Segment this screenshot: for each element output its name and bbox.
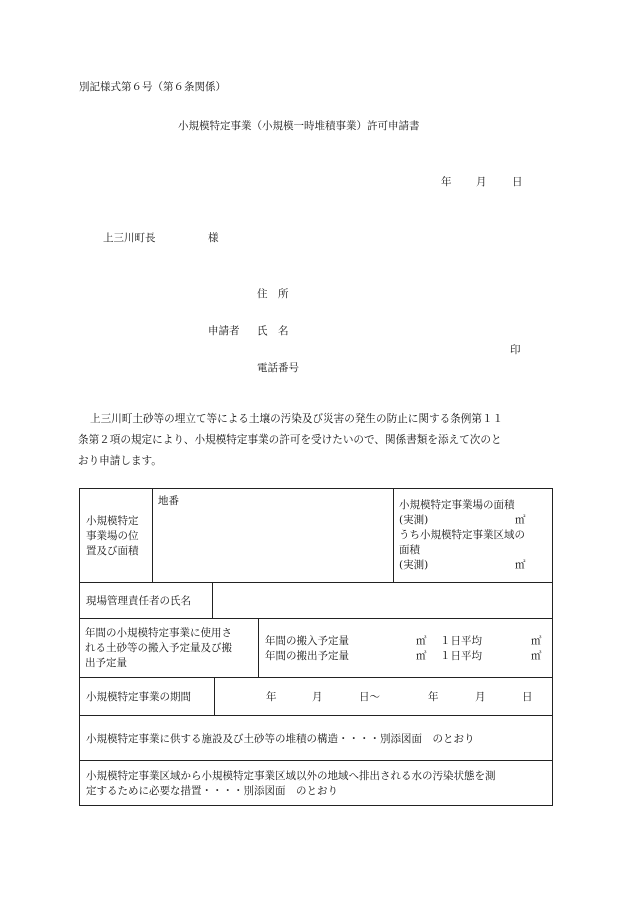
date-day-label: 日 <box>512 176 523 188</box>
location-area-label-cell <box>79 488 153 583</box>
outflow-daily-label: １日平均 <box>440 650 482 662</box>
form-number: 別記様式第６号（第６条関係） <box>79 81 226 93</box>
inflow-daily-label: １日平均 <box>440 635 482 647</box>
location-area-label: 小規模特定 事業場の位 置及び面積 <box>86 515 139 557</box>
manager-name-cell[interactable] <box>212 582 553 619</box>
addressee-name: 上三川町長 <box>103 232 156 244</box>
annual-outflow-unit: ㎥ <box>416 650 427 662</box>
water-measure-text: 小規模特定事業区域から小規模特定事業区域以外の地域へ排出される水の汚染状態を測 定するために必要な措置・・・・別添図面 のとおり <box>86 770 496 797</box>
structure-text: 小規模特定事業に供する施設及び土砂等の堆積の構造・・・・別添図面 のとおり <box>86 733 475 745</box>
body-line: 条第２項の規定により、小規模特定事業の許可を受けたいので、関係書類を添えて次のと <box>78 434 502 446</box>
period-start-year: 年 <box>266 691 277 703</box>
site-area-cell[interactable] <box>393 488 553 583</box>
manager-name-label: 現場管理責任者の氏名 <box>86 595 191 607</box>
period-label-cell <box>79 677 215 716</box>
soil-volume-label: 年間の小規模特定事業に使用さ れる土砂等の搬入予定量及び搬 出予定量 <box>85 627 232 669</box>
annual-inflow-unit: ㎥ <box>416 635 427 647</box>
manager-name-label-cell <box>79 582 213 619</box>
zone-area-unit: ㎡ <box>515 559 526 571</box>
body-line: おり申請します。 <box>78 455 162 467</box>
address-label: 住 所 <box>257 288 289 300</box>
period-start-day: 日～ <box>359 691 380 703</box>
period-end-year: 年 <box>428 691 439 703</box>
period-start-month: 月 <box>312 691 323 703</box>
period-end-month: 月 <box>475 691 486 703</box>
name-label: 氏 名 <box>257 325 289 337</box>
period-cell[interactable] <box>214 677 553 716</box>
site-area-unit: ㎡ <box>515 514 526 526</box>
form-title: 小規模特定事業（小規模一時堆積事業）許可申請書 <box>178 120 420 132</box>
addressee-honorific: 様 <box>208 232 219 244</box>
applicant-label: 申請者 <box>208 325 240 337</box>
phone-label: 電話番号 <box>257 362 299 374</box>
date-month-label: 月 <box>476 176 487 188</box>
soil-volume-cell[interactable] <box>258 618 553 678</box>
period-label: 小規模特定事業の期間 <box>86 691 191 703</box>
water-measure-row <box>79 760 553 806</box>
soil-volume-label-cell <box>79 618 259 678</box>
annual-inflow-label: 年間の搬入予定量 <box>265 635 349 647</box>
date-year-label: 年 <box>441 176 452 188</box>
site-area-labels: 小規模特定事業場の面積 (実測) うち小規模特定事業区域の 面積 (実測) <box>399 499 525 571</box>
seal-mark: 印 <box>510 344 521 356</box>
outflow-daily-unit: ㎥ <box>531 650 542 662</box>
parcel-number-cell[interactable] <box>152 488 394 583</box>
inflow-daily-unit: ㎥ <box>531 635 542 647</box>
body-line: 上三川町土砂等の埋立て等による土壌の汚染及び災害の発生の防止に関する条例第１１ <box>90 413 504 425</box>
annual-outflow-label: 年間の搬出予定量 <box>265 650 349 662</box>
parcel-number-label: 地番 <box>158 495 179 507</box>
structure-row <box>79 715 553 761</box>
body-paragraph <box>78 409 554 472</box>
period-end-day: 日 <box>522 691 533 703</box>
